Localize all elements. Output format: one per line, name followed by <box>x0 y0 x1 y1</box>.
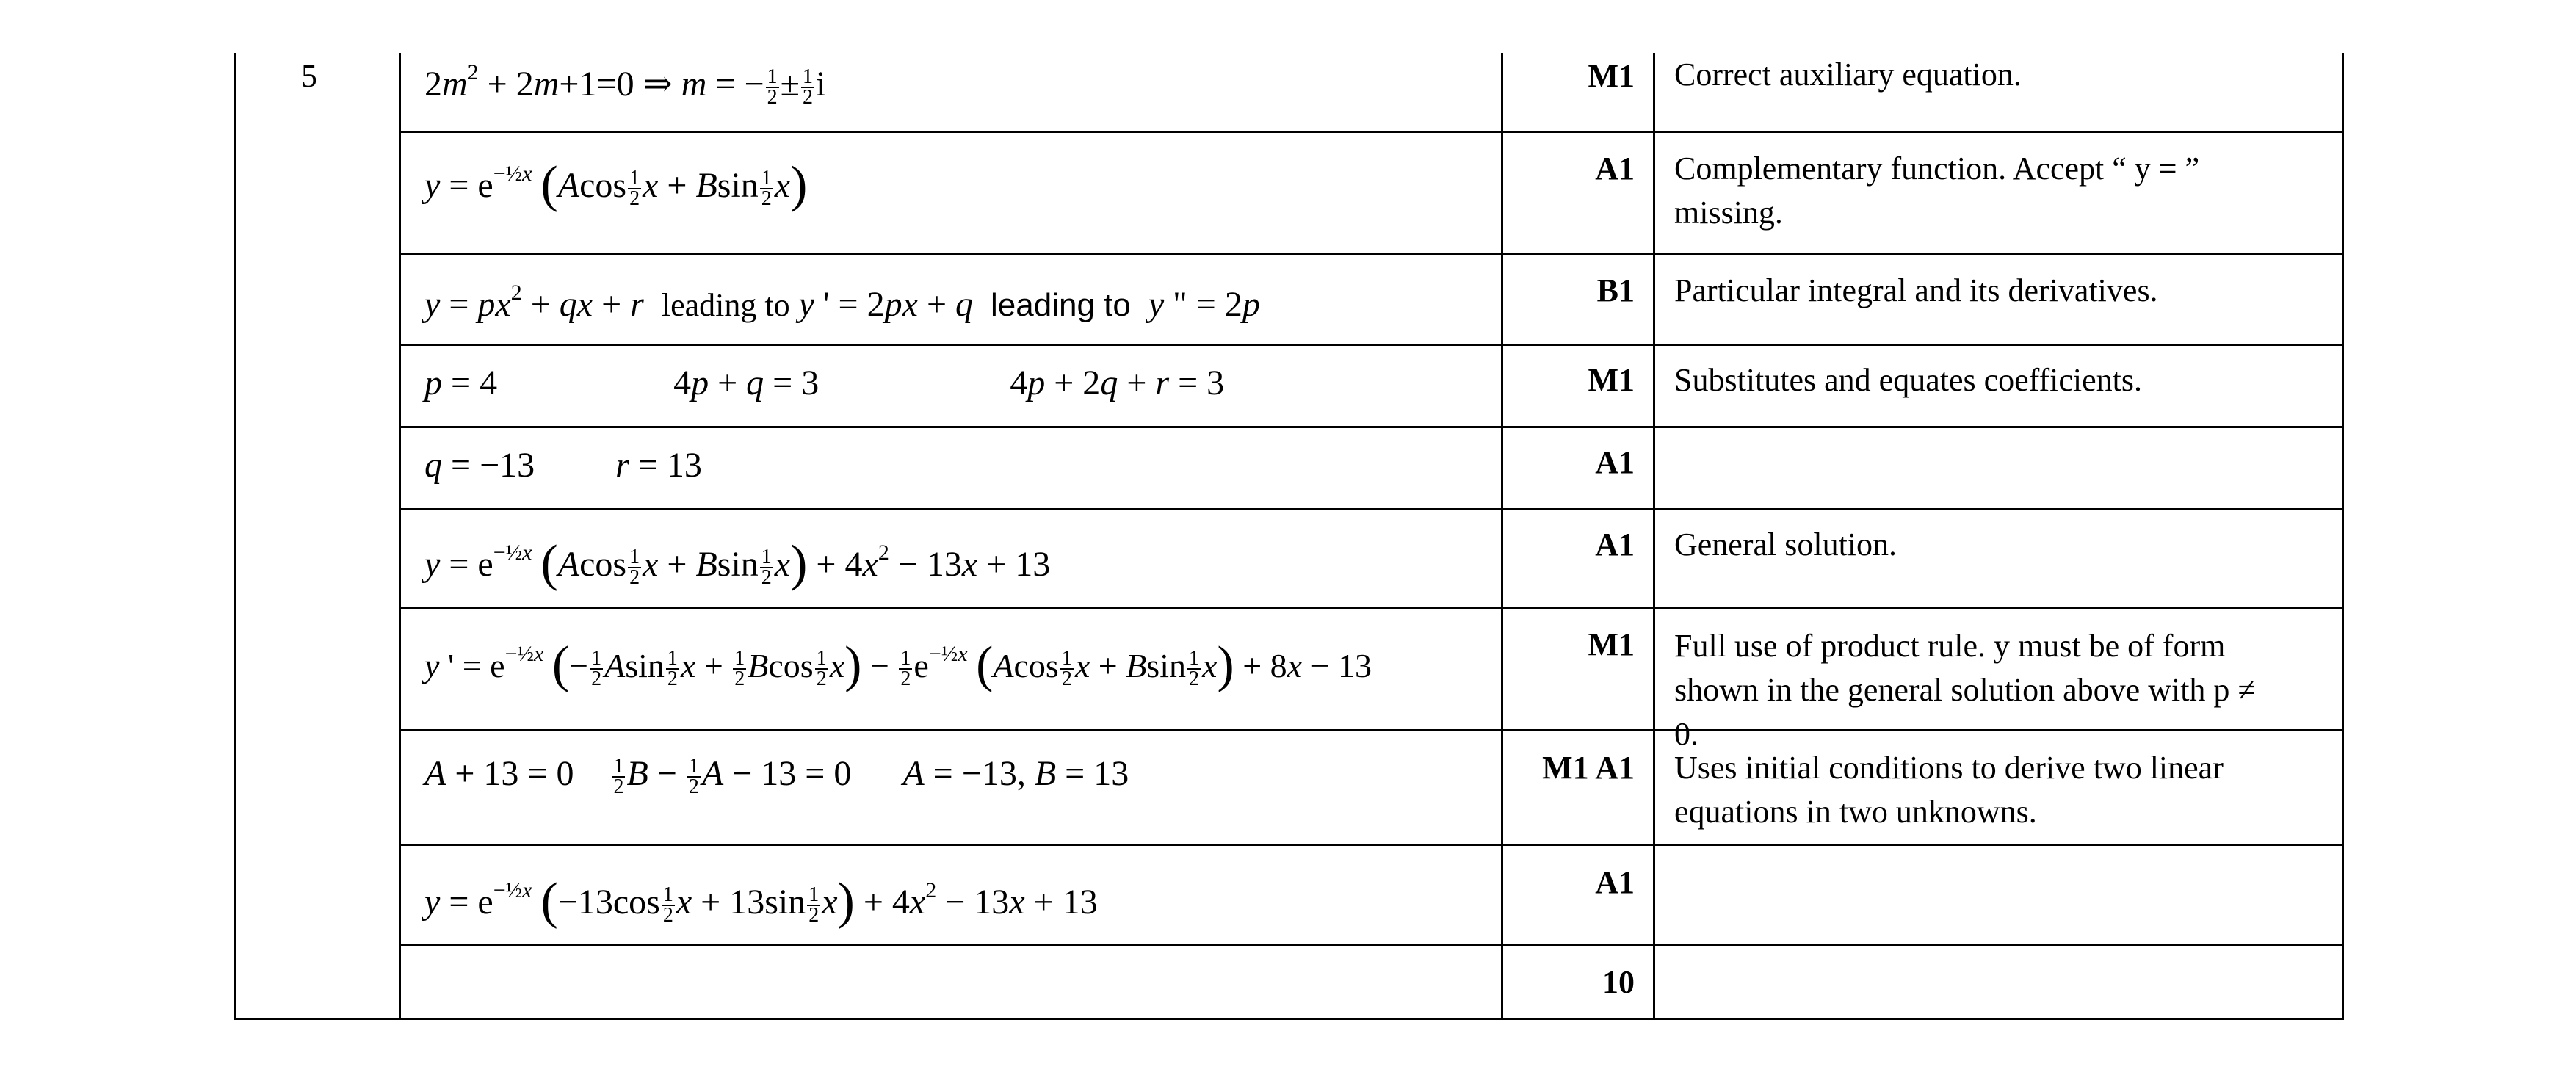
comment-4: Substitutes and equates coefficients. <box>1674 362 2143 398</box>
working-line-7: y ' = $e^{-\frac{1}{2}x}$ (− $\frac{1}{2}$ Asin $\frac{1}{2}$ x + $\frac{1}{2}$ Bcos $\frac{1}{2}$ x) − $\frac{1}{2}$ $e^{-\frac{1}{2}x}$ (Acos $\frac{1}{2}$ x + Bsin $\frac{1}{2}$ x) + 8x − 13 <box>424 637 1372 693</box>
row-divider <box>399 131 2344 133</box>
table-border-right <box>2342 53 2344 1019</box>
row-divider <box>399 944 2344 946</box>
comment-8: Uses initial conditions to derive two linear equations in two unknowns. <box>1674 750 2224 830</box>
mark-1: M1 <box>1588 58 1635 94</box>
mark-4: M1 <box>1588 362 1635 398</box>
mark-8: M1 A1 <box>1542 750 1635 786</box>
mark-5: A1 <box>1595 444 1635 480</box>
comment-3: Particular integral and its derivatives. <box>1674 272 2158 308</box>
table-border-bottom <box>234 1018 2344 1020</box>
comment-7: Full use of product rule. y must be of form shown in the general solution above with p ≠ 0. <box>1674 628 2256 752</box>
working-line-5: q = −13 r = 13 <box>424 446 702 485</box>
mark-7: M1 <box>1588 626 1635 662</box>
working-line-2: $y = e^{-\frac{1}{2}x}$ (Acos $\frac{1}{2}$ x + Bsin $\frac{1}{2}$ x) <box>424 156 808 213</box>
row-divider <box>399 253 2344 255</box>
working-line-4: p = 4 4p + q = 3 4p + 2q + r = 3 <box>424 363 1225 402</box>
question-number: 5 <box>301 58 317 94</box>
mark-9: A1 <box>1595 864 1635 900</box>
table-border-mark-right <box>1653 53 1655 1019</box>
mark-2: A1 <box>1595 151 1635 187</box>
working-line-8: A + 13 = 0 $\frac{1}{2}$ B − $\frac{1}{2}$ A − 13 = 0 A = −13, B = 13 <box>424 754 1129 798</box>
working-line-9: $y = e^{-\frac{1}{2}x}$ (−13cos $\frac{1}{2}$ x + 13sin $\frac{1}{2}$ $x) + 4x^2 - 13x + 13$ <box>424 873 1098 930</box>
row-divider <box>399 607 2344 609</box>
mark-3: B1 <box>1596 272 1635 308</box>
mark-6: A1 <box>1595 526 1635 562</box>
leading-to-text: leading to <box>661 287 790 323</box>
comment-2: Complementary function. Accept “ y = ” missing. <box>1674 151 2200 231</box>
table-border-mark-left <box>1501 53 1503 1019</box>
working-line-6: $y = e^{-\frac{1}{2}x}$ (Acos $\frac{1}{2}$ x + Bsin $\frac{1}{2}$ $x) + 4x^2 - 13x + 13$ <box>424 535 1051 592</box>
comment-1: Correct auxiliary equation. <box>1674 57 2022 93</box>
row-divider <box>399 508 2344 510</box>
row-divider <box>399 344 2344 346</box>
table-border-qcol <box>399 53 401 1019</box>
comment-6: General solution. <box>1674 526 1897 562</box>
row-divider <box>399 844 2344 846</box>
working-line-1: $2m^2 + 2m+1=0$ ⇒ m = − $\frac{1}{2}$ ± $\frac{1}{2}$ i <box>424 60 826 109</box>
table-border-left <box>234 53 236 1019</box>
total-marks: 10 <box>1602 964 1635 1000</box>
working-line-3: $y = px^2$ + qx + r leading to y ' = 2px + q leading to y " = 2p <box>424 280 1260 324</box>
row-divider <box>399 426 2344 428</box>
leading-to-text-sans: leading to <box>991 287 1131 323</box>
